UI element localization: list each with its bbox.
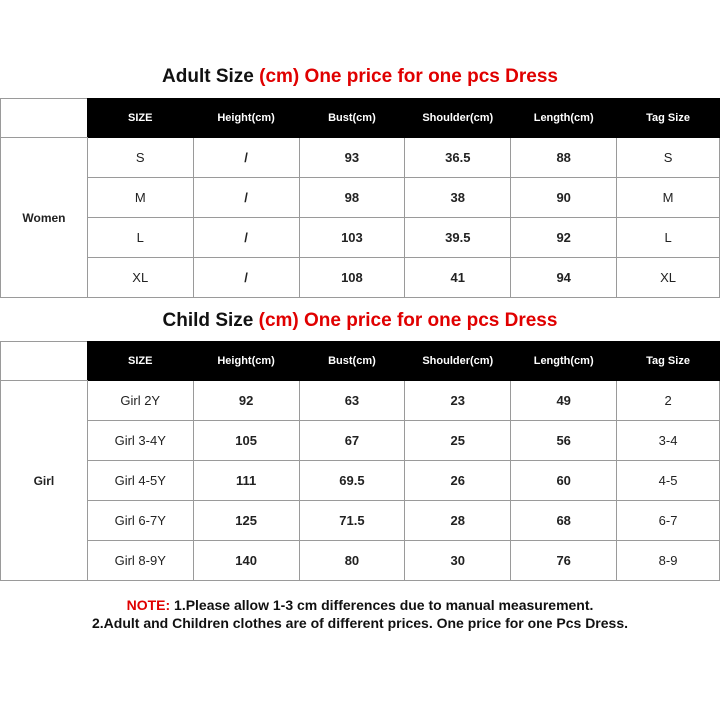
child-table-cell: 49 (511, 381, 617, 421)
adult-table-cell: L (87, 218, 193, 258)
child-title-text: Child Size (162, 310, 259, 331)
adult-table-cell: 39.5 (405, 218, 511, 258)
child-header-row (1, 342, 720, 381)
child-size-title (0, 310, 720, 332)
child-header-cell: SIZE (87, 342, 193, 381)
child-group-label: Girl (1, 381, 88, 581)
child-table-cell: 60 (511, 461, 617, 501)
child-table-cell: 68 (511, 501, 617, 541)
adult-header-cell: Height(cm) (193, 99, 299, 138)
child-table-cell: Girl 4-5Y (87, 461, 193, 501)
child-table-cell: 8-9 (617, 541, 720, 581)
child-table-cell: 69.5 (299, 461, 405, 501)
note-text-1: 1.Please allow 1-3 cm differences due to manual measurement. (170, 597, 594, 613)
child-table-row (1, 501, 720, 541)
adult-table-cell: M (87, 178, 193, 218)
child-table-cell: 63 (299, 381, 405, 421)
adult-table-row (1, 138, 720, 178)
note-line-1 (0, 596, 720, 615)
child-table-cell: 111 (193, 461, 299, 501)
child-table-cell: 56 (511, 421, 617, 461)
child-table-cell: 80 (299, 541, 405, 581)
child-table-cell: 4-5 (617, 461, 720, 501)
adult-table-cell: S (87, 138, 193, 178)
child-header-cell: Height(cm) (193, 342, 299, 381)
child-table-cell: Girl 6-7Y (87, 501, 193, 541)
adult-table-cell: 93 (299, 138, 405, 178)
child-table-cell: 76 (511, 541, 617, 581)
adult-table-cell: 98 (299, 178, 405, 218)
adult-size-table (0, 98, 720, 298)
adult-table-cell: / (193, 138, 299, 178)
child-header-blank (1, 342, 88, 381)
adult-table-cell: L (617, 218, 720, 258)
adult-title-red-text: (cm) One price for one pcs Dress (259, 66, 558, 87)
child-header-cell: Tag Size (617, 342, 720, 381)
child-table-cell: 23 (405, 381, 511, 421)
adult-table-row (1, 178, 720, 218)
child-table-cell: 105 (193, 421, 299, 461)
adult-header-cell: Shoulder(cm) (405, 99, 511, 138)
child-table-cell: 6-7 (617, 501, 720, 541)
adult-header-cell: Tag Size (617, 99, 720, 138)
adult-table-cell: 38 (405, 178, 511, 218)
child-table-cell: Girl 3-4Y (87, 421, 193, 461)
child-table-cell: 30 (405, 541, 511, 581)
adult-table-cell: XL (87, 258, 193, 298)
child-size-table (0, 341, 720, 581)
child-header-cell: Length(cm) (511, 342, 617, 381)
adult-size-title (0, 66, 720, 88)
child-table-row (1, 381, 720, 421)
child-header-cell: Shoulder(cm) (405, 342, 511, 381)
note-line-2: 2.Adult and Children clothes are of different prices. One price for one Pcs Dress. (91, 615, 629, 631)
child-table-cell: 3-4 (617, 421, 720, 461)
adult-table-row (1, 218, 720, 258)
child-table-row (1, 541, 720, 581)
adult-table-body (1, 138, 720, 298)
adult-table-cell: 90 (511, 178, 617, 218)
adult-table-cell: 94 (511, 258, 617, 298)
child-table-cell: 92 (193, 381, 299, 421)
adult-header-blank (1, 99, 88, 138)
child-table-cell: 125 (193, 501, 299, 541)
child-table-cell: 28 (405, 501, 511, 541)
adult-table-cell: 103 (299, 218, 405, 258)
child-table-cell: 2 (617, 381, 720, 421)
child-header-cell: Bust(cm) (299, 342, 405, 381)
note-label: NOTE: (126, 597, 171, 613)
child-table-cell: 71.5 (299, 501, 405, 541)
adult-table-cell: 36.5 (405, 138, 511, 178)
adult-table-cell: 108 (299, 258, 405, 298)
child-table-cell: Girl 8-9Y (87, 541, 193, 581)
child-table-body (1, 381, 720, 581)
adult-group-label: Women (1, 138, 88, 298)
adult-header-cell: SIZE (87, 99, 193, 138)
child-table-cell: 140 (193, 541, 299, 581)
adult-title-text: Adult Size (162, 66, 260, 87)
adult-table-cell: S (617, 138, 720, 178)
adult-table-cell: XL (617, 258, 720, 298)
adult-table-cell: / (193, 218, 299, 258)
child-table-row (1, 421, 720, 461)
adult-table-cell: / (193, 258, 299, 298)
adult-table-cell: / (193, 178, 299, 218)
child-table-cell: Girl 2Y (87, 381, 193, 421)
child-table-row (1, 461, 720, 501)
adult-table-row (1, 258, 720, 298)
adult-header-cell: Length(cm) (511, 99, 617, 138)
child-table-cell: 25 (405, 421, 511, 461)
adult-table-cell: 88 (511, 138, 617, 178)
adult-table-cell: 92 (511, 218, 617, 258)
adult-header-cell: Bust(cm) (299, 99, 405, 138)
child-title-red-text: (cm) One price for one pcs Dress (258, 310, 558, 331)
child-table-cell: 26 (405, 461, 511, 501)
adult-header-row (1, 99, 720, 138)
adult-table-cell: 41 (405, 258, 511, 298)
child-table-cell: 67 (299, 421, 405, 461)
adult-table-cell: M (617, 178, 720, 218)
